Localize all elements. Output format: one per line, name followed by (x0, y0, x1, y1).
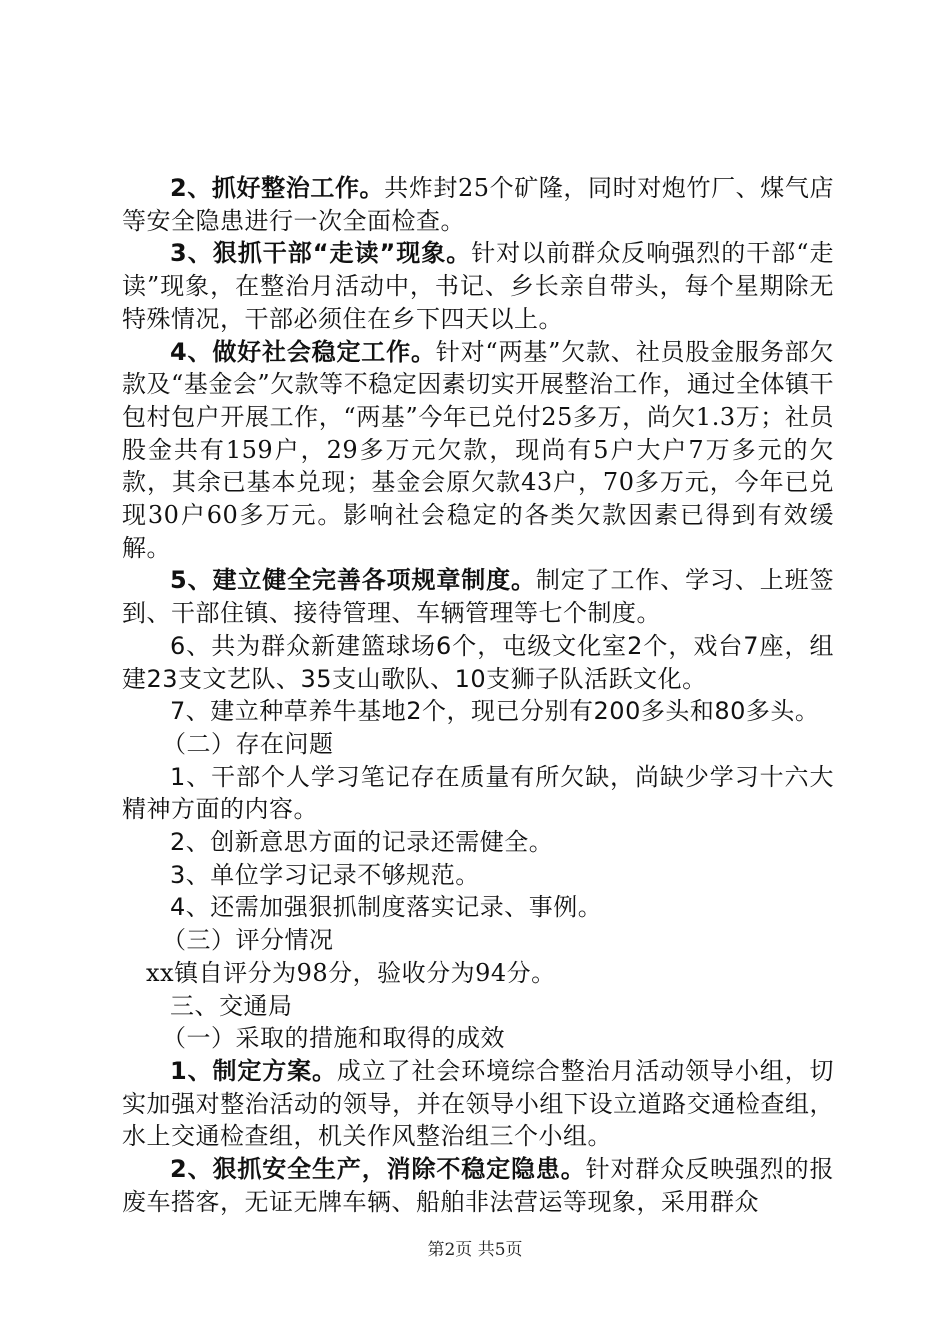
paragraph (122, 237, 834, 335)
paragraph (122, 1153, 834, 1218)
paragraph-text: 6、共为群众新建篮球场6个，屯级文化室2个，戏台7座，组建23支文艺队、35支山歌队、10支狮子队活跃文化。 (122, 631, 834, 693)
paragraph (122, 695, 834, 728)
paragraph (122, 564, 834, 629)
paragraph (122, 990, 834, 1023)
paragraph-text: （一）采取的措施和取得的成效 (162, 1024, 505, 1053)
paragraph-heading: 4、做好社会稳定工作。 (170, 337, 436, 366)
paragraph-body: 针对“两基”欠款、社员股金服务部欠款及“基金会”欠款等不稳定因素切实开展整治工作，通过全体镇干包村包户开展工作，“两基”今年已兑付25多万，尚欠1.3万；社员股金共有159户，29多万元欠款，现尚有5户大户7万多元的欠款，其余已基本兑现；基金会原欠款43户，70多万元，今年已兑现30户60多万元。影响社会稳定的各类欠款因素已得到有效缓解。 (122, 337, 834, 562)
paragraph (122, 1022, 834, 1055)
paragraph-body: 针对群众反映强烈的报废车搭客，无证无牌车辆、船舶非法营运等现象，采用群众 (122, 1155, 834, 1216)
paragraph-body: 成立了社会环境综合整治月活动领导小组，切实加强对整治活动的领导，并在领导小组下设立道路交通检查组，水上交通检查组，机关作风整治组三个小组。 (122, 1056, 835, 1151)
paragraph-body: xx镇自评分为98分，验收分为94分。 (146, 958, 556, 987)
paragraph (122, 630, 834, 695)
paragraph-text: （三）评分情况 (162, 926, 334, 955)
paragraph-text: 4、还需加强狠抓制度落实记录、事例。 (170, 893, 603, 922)
paragraph (122, 761, 834, 826)
paragraph-text: （二）存在问题 (162, 729, 334, 758)
paragraph (122, 891, 834, 924)
paragraph-text: 2、创新意思方面的记录还需健全。 (170, 828, 554, 857)
paragraph (122, 172, 834, 237)
paragraph (122, 336, 834, 565)
page-footer: 第2页 共5页 (427, 1240, 523, 1260)
paragraph-text: 7、建立种草养牛基地2个，现已分别有200多头和80多头。 (170, 697, 820, 726)
paragraph (122, 957, 834, 990)
paragraph-heading: 2、抓好整治工作。 (170, 174, 385, 202)
paragraph-heading: 3、狠抓干部“走读”现象。 (170, 239, 472, 268)
paragraph-heading: 5、建立健全完善各项规章制度。 (170, 566, 536, 595)
paragraph-body: 制定了工作、学习、上班签到、干部住镇、接待管理、车辆管理等七个制度。 (122, 566, 835, 628)
paragraph-text: 1、干部个人学习笔记存在质量有所欠缺，尚缺少学习十六大精神方面的内容。 (122, 762, 834, 824)
paragraph (122, 859, 834, 892)
paragraph (122, 826, 834, 859)
paragraph-heading: 2、狠抓安全生产，消除不稳定隐患。 (170, 1155, 586, 1184)
paragraph-body: 共炸封25个矿隆，同时对炮竹厂、煤气店等安全隐患进行一次全面检查。 (122, 174, 834, 235)
paragraph-text: 3、单位学习记录不够规范。 (170, 860, 480, 889)
paragraph-body: 针对以前群众反响强烈的干部“走读”现象，在整治月活动中，书记、乡长亲自带头，每个星期除无特殊情况，干部必须住在乡下四天以上。 (122, 239, 834, 333)
paragraph (122, 1055, 834, 1153)
document-body (122, 172, 834, 1219)
paragraph (122, 728, 834, 761)
paragraph-heading: 1、制定方案。 (170, 1056, 337, 1085)
paragraph (122, 924, 834, 957)
paragraph-text: 三、交通局 (170, 991, 293, 1020)
